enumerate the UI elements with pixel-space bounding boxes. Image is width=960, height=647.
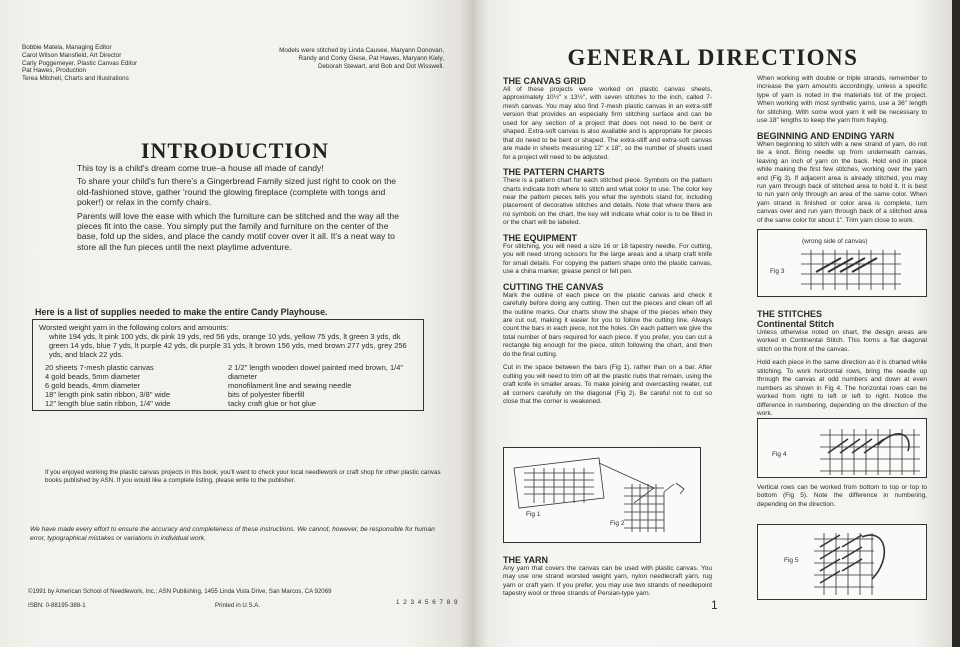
intro-paragraph: To share your child's fun there's a Gingerbread Family sized just right to cook on the old-fashioned stove, gather 'round the glowing fireplace (complete with tongs and poker!) or relax in the comfy chairs.	[77, 176, 397, 208]
vertical-stitch-drawing	[812, 529, 922, 597]
section-text: For stitching, you will need a size 16 or 18 tapestry needle. For cutting, you will need strong scissors for the large areas and a sharp craft knife for small details. For copying the pattern shape onto the plastic canvas, use a china marker, grease pencil or felt pen.	[503, 242, 712, 276]
yarn-intro: Worsted weight yarn in the following colors and amounts:	[39, 323, 229, 332]
left-column	[503, 72, 712, 412]
supply-item: 20 sheets 7-mesh plastic canvas	[45, 363, 154, 372]
section-heading: THE EQUIPMENT	[503, 232, 578, 243]
credit-line: Bobbie Matela, Managing Editor	[22, 44, 112, 51]
models-line: Deborah Stewart, and Bob and Dot Wisswell.	[318, 63, 444, 70]
printed-in: Printed in U.S.A.	[215, 602, 261, 609]
yarn-list: white 194 yds, lt pink 100 yds, dk pink 19 yds, red 56 yds, orange 10 yds, yellow 75 yds, lt green 3 yds, dk green 14 yds, blue 7 yds, lt purple 42 yds, dk purple 31 yds, lt brown 156 yds, med brown 277 yds, grey 256 yds, and black 22 yds.	[49, 332, 407, 359]
section-text: When beginning to stitch with a new strand of yarn, do not tie a knot. Bring needle up from underneath canvas, leaving an inch of yarn on the back. Hold end in place while making the first few stitches, working over the yarn end (Fig 3). If adjacent area is already stitched, you may run yarn through back of stitched area to hold it. It is best to run yarn only through an area of the same color. When yarn strand is finished or color area is complete, turn canvas over and run yarn through back of a stitched area of the same color for about 1". Trim yarn close to work.	[757, 140, 927, 224]
fig-5-illustration	[757, 524, 927, 600]
fig-3-caption: (wrong side of canvas)	[802, 238, 868, 245]
left-page	[0, 0, 474, 647]
disclaimer: We have made every effort to ensure the accuracy and completeness of these instructions. We cannot, however, be responsible for human error, typographical mistakes or variations in individual work.	[30, 526, 435, 542]
credit-line: Carly Poggemeyer, Plastic Canvas Editor	[22, 59, 138, 67]
section-text: Cut in the space between the bars (Fig 1), rather than on a bar. After cutting you will need to trim off all the plastic nubs that remain, using the craft knife in smaller areas. To make joining and overcasting neater, cut all corners carefully on the diagonal (Fig 2). Be careful not to cut so close that the corner is weakened.	[503, 364, 712, 406]
supply-item: tacky craft glue or hot glue	[228, 399, 316, 408]
credit-line: Carol Wilson Mansfield, Art Director	[22, 51, 122, 59]
intro-paragraph: Parents will love the ease with which the furniture can be stitched and the way all the pieces fit into the case. You simply put the family and furniture on the center of the base, fold up the sides, and place the candy motif cover over it all. It's a neat way to store all the fun pieces until the next playtime adventure.	[77, 210, 399, 252]
intro-paragraph: This toy is a child's dream come true–a house all made of candy!	[77, 163, 324, 173]
supply-item: 12" length blue satin ribbon, 1/4" wide	[45, 399, 171, 408]
supplies-column-1	[45, 363, 228, 408]
introduction-text	[77, 163, 399, 255]
canvas-cutting-drawing	[504, 448, 702, 544]
print-numbers: 1 2 3 4 5 6 7 8 9	[396, 599, 459, 606]
supplies-box	[32, 319, 424, 411]
supply-item: 6 gold beads, 4mm diameter	[45, 381, 141, 390]
credit-line: Terea Mitchell, Charts and Illustrations	[22, 75, 129, 83]
section-text: Unless otherwise noted on chart, the design areas are worked in Continental Stitch. This forms a flat diagonal stitch on the front of the canvas.	[757, 329, 927, 353]
section-subheading: Continental Stitch	[757, 319, 834, 329]
editor-credits	[22, 44, 137, 83]
fig-3-illustration	[757, 229, 927, 297]
copyright: ©1991 by American School of Needlework, Inc.; ASN Publishing, 1455 Linda Vista Drive, San Marcos, CA 92069	[28, 588, 332, 595]
page-number: 1	[711, 598, 718, 612]
section-text: There is a pattern chart for each stitched piece. Symbols on the pattern charts indicate both where to stitch and what color to use. The color key near the pattern pieces tells you what the symbols stand for, including placement of decorative stitches and details. Note that where there are no symbols on the chart, the key will indicate what color is to be filled in or the chart will be labeled.	[503, 177, 712, 227]
section-heading: THE PATTERN CHARTS	[503, 167, 605, 178]
yarn-section	[503, 551, 712, 604]
section-heading: CUTTING THE CANVAS	[503, 281, 604, 292]
right-column	[757, 75, 927, 230]
section-heading: THE STITCHES	[757, 309, 823, 319]
supplies-heading: Here is a list of supplies needed to make the entire Candy Playhouse.	[35, 307, 328, 317]
supply-item: 4 gold beads, 5mm diameter	[45, 372, 141, 381]
isbn: ISBN: 0-88195-388-1	[28, 602, 86, 609]
stitches-section	[757, 305, 927, 424]
supplies-column-2	[228, 363, 417, 408]
horizontal-stitch-drawing	[818, 425, 922, 475]
fig-3-label: Fig 3	[770, 268, 785, 275]
fig-1-2-illustration	[503, 447, 701, 543]
models-line: Randy and Corky Giese, Pat Hawes, Maryann Kiely,	[298, 55, 444, 62]
supply-item: monofilament line and sewing needle	[228, 381, 352, 390]
general-directions-title: GENERAL DIRECTIONS	[567, 45, 859, 70]
supply-item: 2 1/2" length wooden dowel painted med brown, 1/4" diameter	[228, 363, 404, 381]
fig-5-label: Fig 5	[784, 557, 799, 564]
models-line: Models were stitched by Linda Causee, Maryann Donovan,	[279, 47, 444, 54]
right-page	[474, 0, 952, 647]
section-text: When working with double or triple strands, remember to increase the yarn amounts accordingly, unless a specific type of yarn is noted in the materials list of the project. When working with most synthetic yarns, use a 36" length for stitching. With some wool yarn it will be necessary to use 18" lengths to keep the yarn from fraying.	[757, 75, 927, 125]
section-text: Any yarn that covers the canvas can be used with plastic canvas. You may use one strand worsted weight yarn, nylon needlecraft yarn, rug yarn or craft yarn. If you prefer, you may use two strands of needlepoint tapestry wool or three strands of Persian-type yarn.	[503, 565, 712, 598]
section-text: Mark the outline of each piece on the plastic canvas and check it carefully before doing any cutting. Then cut the pieces and clean off all the outline marks. Our charts show the shape of the pieces when they are cut out, making it easier for you to follow the cutting line. Always count the bars in each piece, not the holes. On each pattern we give the total number of bars required for each piece. If you prefer, you can cut a rectangle big enough for the piece, stitch following the chart, and then do the final cutting.	[503, 291, 712, 358]
models-credits	[258, 47, 444, 71]
supply-item: bits of polyester fiberfill	[228, 390, 305, 399]
section-text: Vertical rows can be worked from bottom to top or top to bottom (Fig 5). Note the difference in numbering, depending on the direction.	[757, 484, 927, 508]
introduction-title: INTRODUCTION	[140, 138, 330, 163]
wrong-side-canvas-drawing	[796, 248, 906, 294]
credit-line: Pat Hawes, Production	[22, 67, 87, 75]
section-text: All of these projects were worked on plastic canvas sheets, approximately 10½" x 13½", with seven stitches to the inch, called 7-mesh canvas. You may also find 7-mesh plastic canvas in an extra-stiff version that provides an especially firm stitching surface and can be used for any section of a project that does not need to be bent or shaped. Extra-soft canvas is also available and is appropriate for pieces that do need to be bent or shaped. The extra-stiff and extra-soft canvas are made in sheets measuring 12" x 18", so the number of sheets used for a project will need to be adjusted.	[503, 86, 712, 161]
section-heading: THE CANVAS GRID	[503, 76, 586, 86]
vertical-rows-text	[757, 484, 927, 514]
section-heading: THE YARN	[503, 555, 549, 565]
section-heading: BEGINNING AND ENDING YARN	[757, 130, 895, 141]
fig-4-label: Fig 4	[772, 451, 787, 458]
fig-4-illustration	[757, 418, 927, 478]
section-text: Hold each piece in the same direction as it is charted while stitching. To work horizontal rows, bring the needle up through the canvas at odd numbers and down at even numbers as shown in Fig 4. The horizontal rows can be worked from right to left or left to right. Notice the difference in numbering, depending on the direction of the work.	[757, 359, 927, 418]
fig-1-label: Fig 1	[526, 511, 541, 518]
supply-item: 18" length pink satin ribbon, 3/8" wide	[45, 390, 170, 399]
fig-2-label: Fig 2	[610, 520, 625, 527]
more-books-note: If you enjoyed working the plastic canvas projects in this book, you'll want to check your local needlework or craft shop for other plastic canvas books published by ASN. If you would like a complete listing, please write to the publisher.	[45, 469, 441, 485]
